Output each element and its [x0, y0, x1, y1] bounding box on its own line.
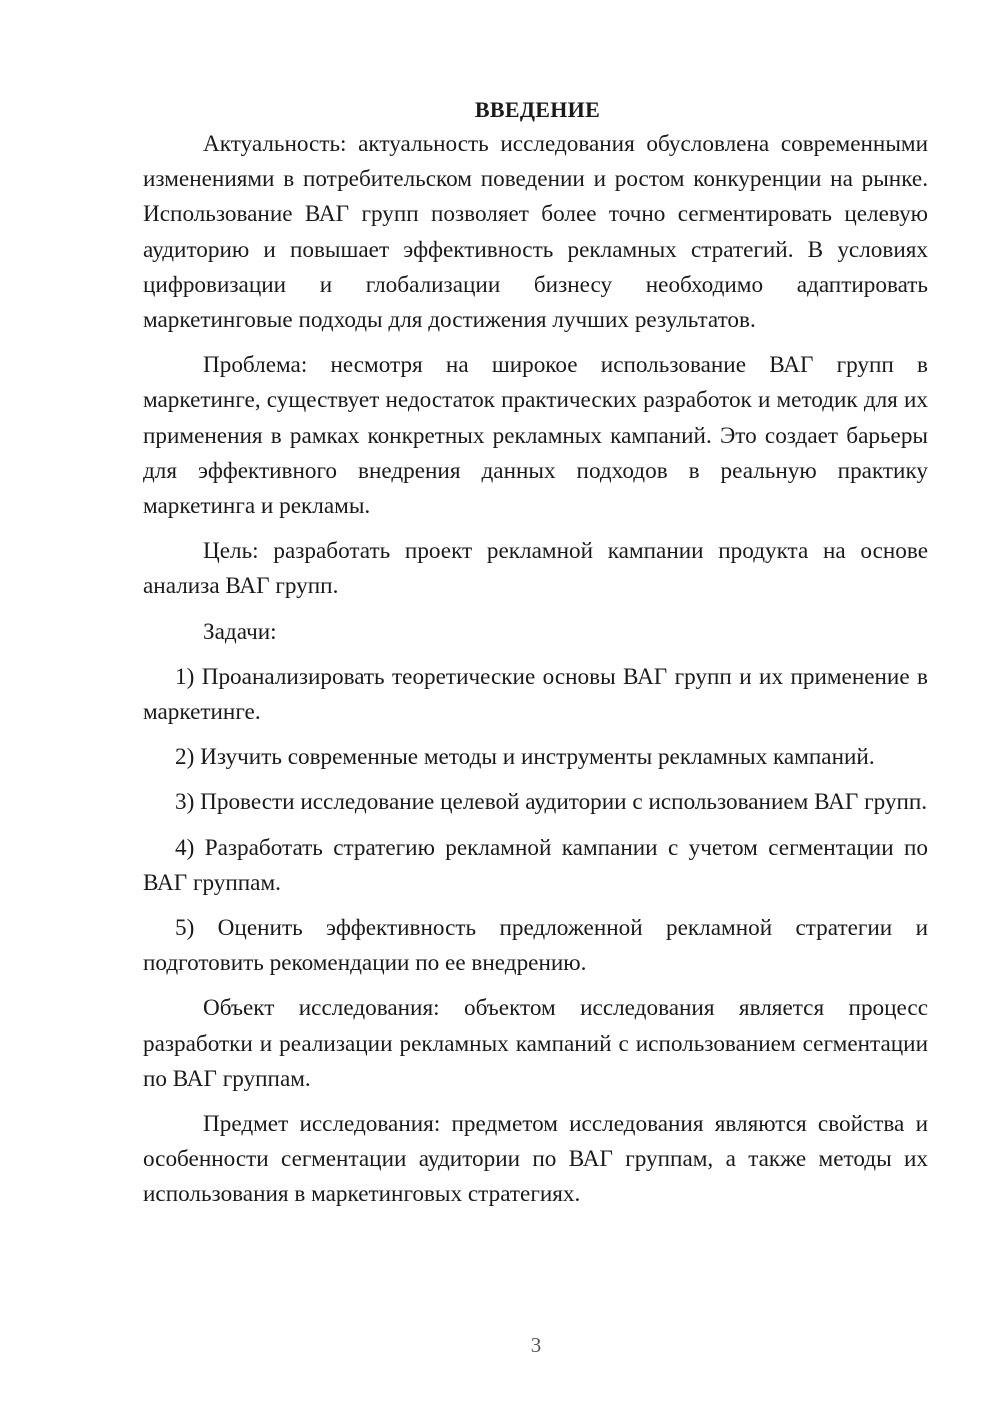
paragraph-goal: Цель: разработать проект рекламной кампании продукта на основе анализа ВАГ групп. — [143, 538, 928, 600]
page-number: 3 — [530, 1333, 542, 1357]
list-item: 1) Проанализировать теоретические основы ВАГ групп и их применение в маркетинге. — [143, 663, 928, 726]
list-item: 5) Оценить эффективность предложенной рекламной стратегии и подготовить рекомендации по ее внедрению. — [143, 915, 928, 977]
list-item: 4) Разработать стратегию рекламной кампании с учетом сегментации по ВАГ группам. — [143, 834, 928, 896]
paragraph-subject: Предмет исследования: предметом исследования являются свойства и особенности сегментации аудитории по ВАГ группам, а также методы их использования в маркетинговых стратегиях. — [143, 1111, 928, 1208]
document-page — [143, 92, 928, 1223]
paragraph-problem: Проблема: несмотря на широкое использование ВАГ групп в маркетинге, существует недостаток практических разработок и методик для их применения в рамках конкретных рекламных кампаний. Это создает барьеры для эффективного внедрения данных подходов в реальную практику маркетинга и рекламы. — [143, 352, 928, 520]
list-item: 3) Провести исследование целевой аудитории с использованием ВАГ групп. — [175, 789, 928, 816]
list-item: 2) Изучить современные методы и инструменты рекламных кампаний. — [175, 744, 875, 771]
tasks-label: Задачи: — [203, 618, 277, 645]
tasks-list — [143, 660, 928, 982]
paragraph-relevance: Актуальность: актуальность исследования обусловлена современными изменениями в потребительском поведении и ростом конкуренции на рынке. Использование ВАГ групп позволяет более точно сегментировать целевую аудиторию и повышает эффективность рекламных стратегий. В условиях цифровизации и глобализации бизнесу необходимо адаптировать маркетинговые подходы для достижения лучших результатов. — [143, 131, 928, 334]
paragraph-object: Объект исследования: объектом исследования является процесс разработки и реализации рекламных кампаний с использованием сегментации по ВАГ группам. — [143, 995, 928, 1092]
page-title: ВВЕДЕНИЕ — [474, 97, 601, 122]
